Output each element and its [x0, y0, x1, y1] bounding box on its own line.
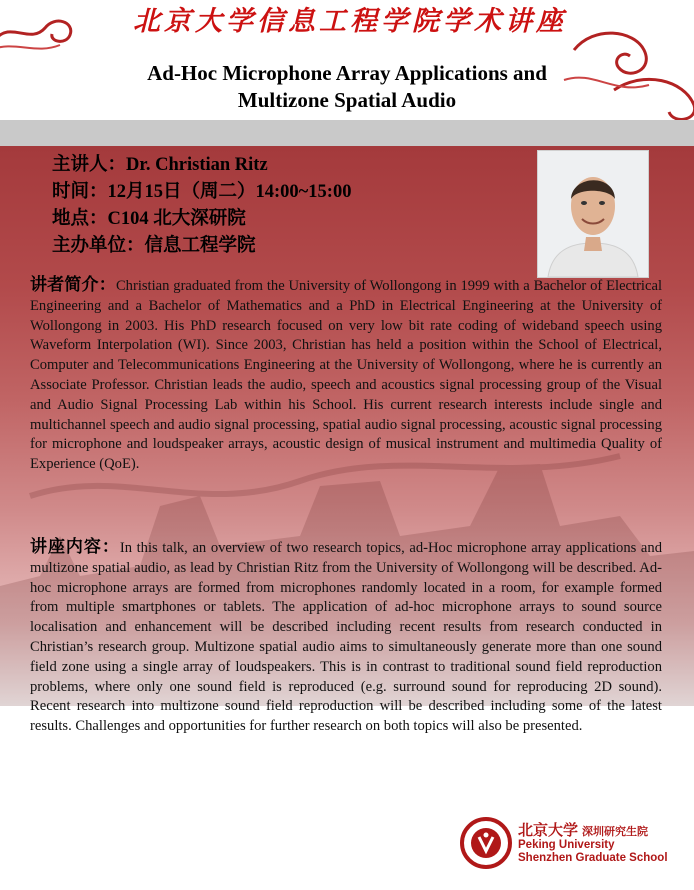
- speaker-label: 主讲人：: [52, 155, 127, 175]
- logo-en-line-2: Shenzhen Graduate School: [518, 852, 668, 864]
- logo-school-cn: 深圳研究生院: [582, 825, 649, 838]
- speaker-bio: [30, 276, 662, 475]
- peking-university-seal-icon: [460, 817, 512, 869]
- abstract-label: 讲座内容：: [30, 537, 120, 557]
- talk-title-line-1: Ad-Hoc Microphone Array Applications and: [147, 61, 547, 85]
- place-label: 地点：: [52, 209, 108, 229]
- logo-chinese-name: [518, 819, 648, 840]
- abstract-text: In this talk, an overview of two research topics, ad-Hoc microphone array applications and multizone spatial audio, as lead by Christian Ritz from the University of Wollongong will be described. Ad-hoc microphone arrays are formed from microphones randomly located in a room, for example formed from multiple smartphones or tablets. The application of ad-hoc microphone arrays to sound source localisation and enhancement will be described including recent results from research conducted in Christian’s research group. Multizone spatial audio aims to simultaneously generate more than one sound field zone using a single array of loudspeakers. This is in contrast to traditional sound field reproduction problems, where only one sound field is reproduced (e.g. surround sound for reproducing 2D sound). Recent research into multizone sound field reproduction will be described including some of the latest results. Challenges and opportunities for further research on both topics will also be presented.: [30, 540, 663, 735]
- logo-english-name: [518, 839, 668, 865]
- place-value: C104 北大深研院: [107, 209, 246, 229]
- time-row: [52, 179, 512, 206]
- talk-title-line-2: Multizone Spatial Audio: [237, 88, 457, 112]
- bio-label: 讲者简介：: [30, 275, 116, 295]
- logo-university-cn: 北京大学: [518, 821, 579, 839]
- event-info: [52, 152, 512, 260]
- university-logo: [460, 817, 680, 869]
- bio-text: Christian graduated from the University of Wollongong in 1999 with a Bachelor of Electrical Engineering and a Bachelor of Mathematics and a PhD in Electrical Engineering at the University of Wollongong in 2003. His PhD research focused on very low bit rate coding of wideband speech using Waveform Interpolation (WI). Since 2003, Christian has held a position within the School of Electrical, Computer and Telecommunications Engineering at the University of Wollongong, where he is currently an Associate Professor. Christian leads the audio, speech and acoustics signal processing group of the Visual and Audio Signal Processing Lab within his School. His current research interests include single and multichannel speech and audio signal processing, spatial audio signal processing, acoustic signal processing for microphone and loudspeaker arrays, acoustic design of musical instrument and multimedia Quality of Experience (QoE).: [30, 278, 663, 473]
- header-title: 北京大学信息工程学院学术讲座: [133, 6, 567, 37]
- host-label: 主办单位：: [52, 236, 145, 256]
- speaker-portrait-image: [538, 151, 648, 277]
- host-value: 信息工程学院: [144, 236, 256, 256]
- logo-en-line-1: Peking University: [518, 839, 615, 851]
- place-row: [52, 206, 512, 233]
- talk-title: [60, 60, 634, 114]
- grey-band: [0, 120, 694, 146]
- time-label: 时间：: [52, 182, 108, 202]
- speaker-row: [52, 152, 512, 179]
- time-value: 12月15日（周二）14:00~15:00: [107, 182, 352, 202]
- talk-abstract: [30, 538, 662, 737]
- host-row: [52, 233, 512, 260]
- speaker-value: Dr. Christian Ritz: [126, 155, 268, 175]
- speaker-photo: [537, 150, 649, 278]
